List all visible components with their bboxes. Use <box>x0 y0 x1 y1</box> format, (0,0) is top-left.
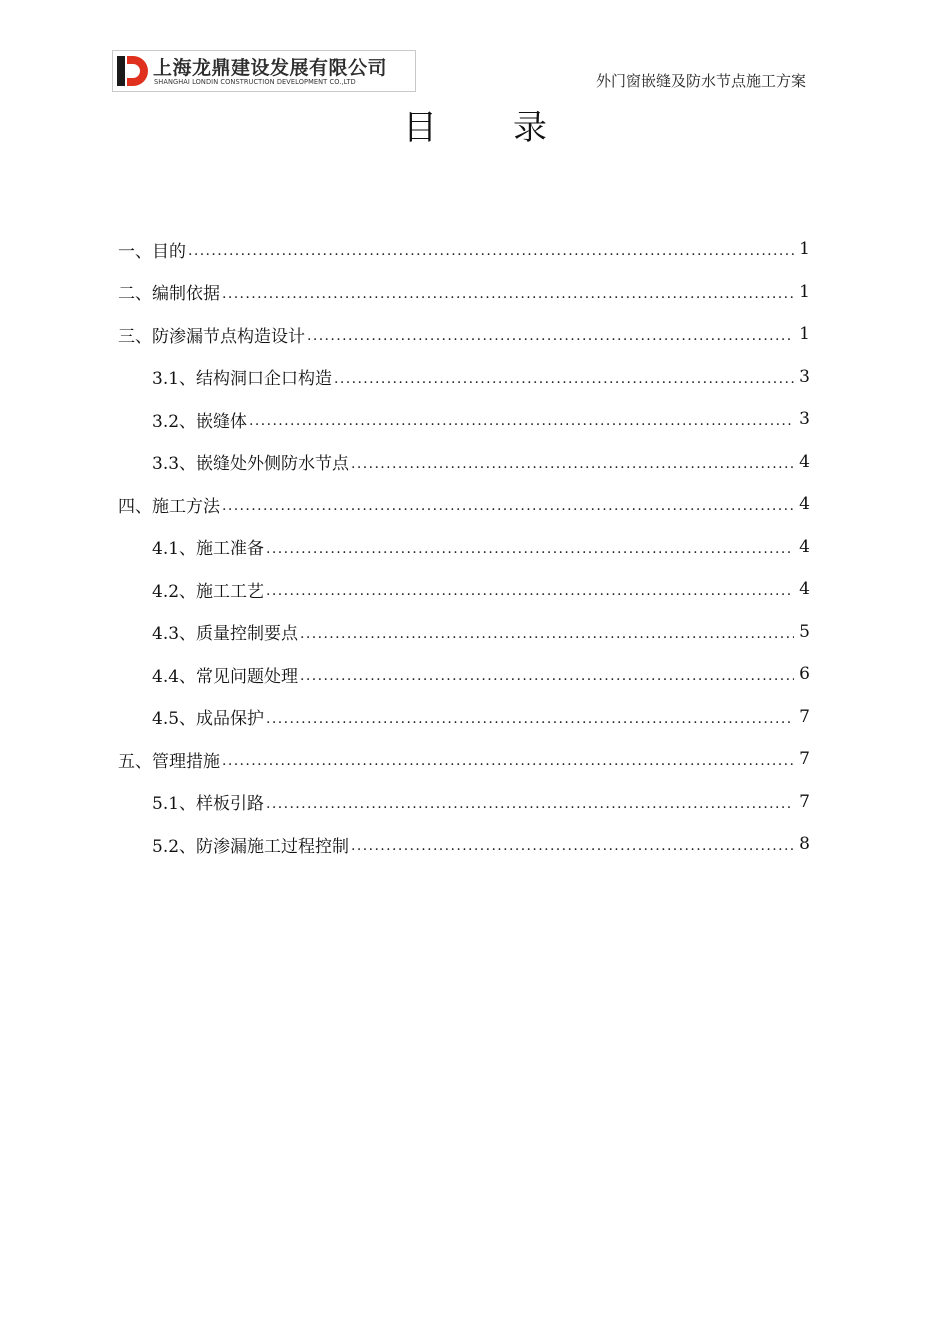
toc-entry-label: 4.1、施工准备 <box>152 539 265 560</box>
toc-leader-dots <box>222 753 794 769</box>
company-name-en: SHANGHAI LONDIN CONSTRUCTION DEVELOPMENT CO.,LTD <box>154 78 356 86</box>
toc-entry[interactable] <box>118 738 810 781</box>
toc-subentry[interactable] <box>118 696 810 739</box>
toc-heading-char: 目 <box>403 108 437 148</box>
toc-entry[interactable] <box>118 271 810 314</box>
toc-entry-page: 1 <box>799 324 810 345</box>
toc-subentry[interactable] <box>118 526 810 569</box>
toc-entry-page: 7 <box>799 791 810 812</box>
toc-leader-dots <box>222 286 794 302</box>
toc-subentry[interactable] <box>118 356 810 399</box>
toc-entry-label: 五、管理措施 <box>118 751 220 772</box>
toc-entry-label: 4.2、施工工艺 <box>152 581 265 602</box>
toc-subentry[interactable] <box>118 398 810 441</box>
toc-entry-label: 三、防渗漏节点构造设计 <box>118 326 305 347</box>
toc-leader-dots <box>307 328 794 344</box>
toc-entry-page: 4 <box>799 579 810 600</box>
toc-entry-label: 一、目的 <box>118 241 186 262</box>
company-name-cn: 上海龙鼎建设发展有限公司 <box>153 57 388 79</box>
table-of-contents <box>118 228 810 866</box>
toc-subentry[interactable] <box>118 611 810 654</box>
toc-entry[interactable] <box>118 483 810 526</box>
toc-subentry[interactable] <box>118 441 810 484</box>
toc-entry-page: 6 <box>799 664 810 685</box>
toc-leader-dots <box>222 498 794 514</box>
toc-leader-dots <box>351 456 794 472</box>
toc-leader-dots <box>334 371 794 387</box>
company-logo-d-icon <box>116 54 150 88</box>
toc-entry-page: 4 <box>799 536 810 557</box>
toc-entry-label: 3.1、结构洞口企口构造 <box>152 369 333 390</box>
toc-leader-dots <box>266 583 794 599</box>
toc-leader-dots <box>351 838 794 854</box>
toc-entry-label: 3.3、嵌缝处外侧防水节点 <box>152 454 350 475</box>
toc-leader-dots <box>266 796 794 812</box>
toc-heading-char: 录 <box>513 108 547 148</box>
document-title: 外门窗嵌缝及防水节点施工方案 <box>595 72 806 90</box>
toc-entry-page: 7 <box>799 706 810 727</box>
toc-heading <box>0 100 950 149</box>
company-logo <box>112 50 416 92</box>
toc-entry-label: 4.3、质量控制要点 <box>152 624 299 645</box>
toc-subentry[interactable] <box>118 781 810 824</box>
toc-entry[interactable] <box>118 313 810 356</box>
toc-entry-page: 3 <box>799 409 810 430</box>
toc-entry-page: 8 <box>799 834 810 855</box>
toc-subentry[interactable] <box>118 653 810 696</box>
toc-entry-page: 1 <box>799 281 810 302</box>
toc-leader-dots <box>300 668 794 684</box>
toc-leader-dots <box>266 541 794 557</box>
toc-leader-dots <box>266 711 794 727</box>
toc-entry-label: 4.5、成品保护 <box>152 709 265 730</box>
toc-entry-label: 4.4、常见问题处理 <box>152 666 299 687</box>
toc-entry-label: 四、施工方法 <box>118 496 220 517</box>
toc-entry-label: 3.2、嵌缝体 <box>152 411 248 432</box>
toc-entry-page: 1 <box>799 239 810 260</box>
toc-entry-label: 5.1、样板引路 <box>152 794 265 815</box>
toc-leader-dots <box>300 626 794 642</box>
toc-entry-page: 5 <box>799 621 810 642</box>
toc-entry-label: 5.2、防渗漏施工过程控制 <box>152 836 350 857</box>
toc-leader-dots <box>188 243 794 259</box>
toc-subentry[interactable] <box>118 568 810 611</box>
toc-entry-label: 二、编制依据 <box>118 284 220 305</box>
page-header <box>112 50 812 92</box>
toc-entry-page: 3 <box>799 366 810 387</box>
toc-subentry[interactable] <box>118 823 810 866</box>
toc-entry-page: 7 <box>799 749 810 770</box>
toc-entry[interactable] <box>118 228 810 271</box>
toc-entry-page: 4 <box>799 451 810 472</box>
toc-entry-page: 4 <box>799 494 810 515</box>
toc-leader-dots <box>249 413 794 429</box>
